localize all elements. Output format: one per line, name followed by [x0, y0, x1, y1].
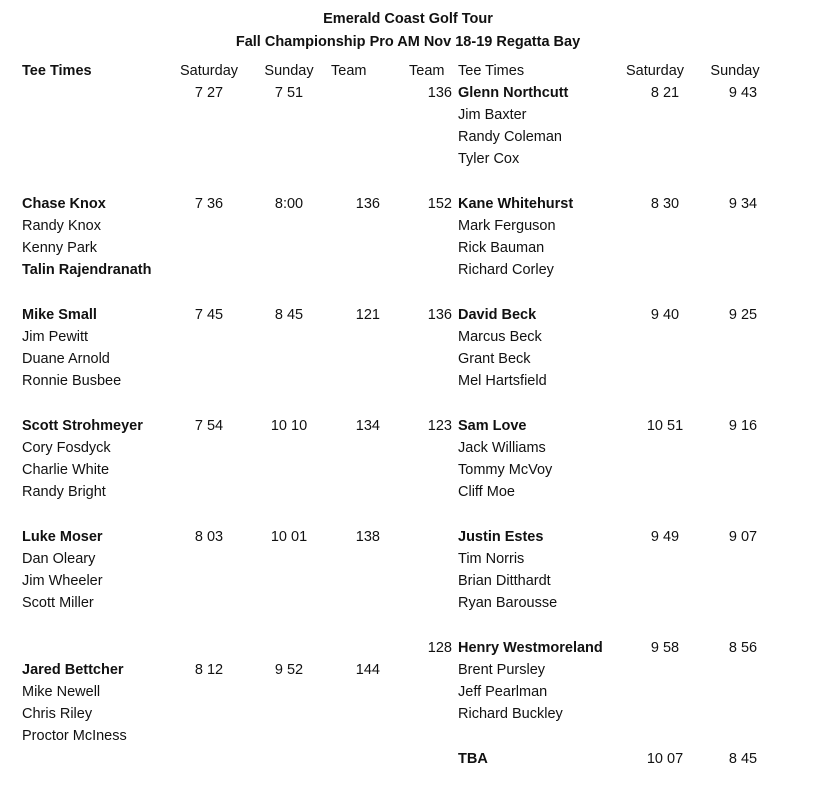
- group-leader-name: Sam Love: [458, 418, 527, 434]
- event-subtitle: Fall Championship Pro AM Nov 18-19 Regatta Bay: [235, 34, 581, 50]
- sunday-tee-time: 8:00: [274, 196, 304, 212]
- saturday-tee-time: 7 45: [194, 307, 224, 323]
- player-name: Rick Bauman: [458, 240, 545, 256]
- player-name: Kenny Park: [22, 240, 97, 256]
- sunday-tee-time: 9 52: [274, 662, 304, 678]
- saturday-tee-time: 9 58: [650, 640, 680, 656]
- sunday-tee-time: 10 01: [270, 529, 308, 545]
- group-leader-name: Henry Westmoreland: [458, 640, 603, 656]
- player-name: Scott Miller: [22, 595, 94, 611]
- group-leader-name: Scott Strohmeyer: [22, 418, 143, 434]
- saturday-tee-time: 8 30: [650, 196, 680, 212]
- player-name: Mark Ferguson: [458, 218, 556, 234]
- sunday-tee-time: 10 10: [270, 418, 308, 434]
- left-top-saturday-time: 7 27: [194, 85, 224, 101]
- team-number: 144: [355, 662, 380, 678]
- player-name: Chris Riley: [22, 706, 93, 722]
- team-number: 138: [355, 529, 380, 545]
- player-name: Jim Wheeler: [22, 573, 103, 589]
- team-number: 136: [427, 307, 452, 323]
- team-number: 152: [427, 196, 452, 212]
- team-number: 121: [355, 307, 380, 323]
- player-name: Ronnie Busbee: [22, 373, 122, 389]
- left-header-team: Team: [331, 63, 367, 79]
- team-number: 128: [427, 640, 452, 656]
- group-leader-name: TBA: [458, 751, 488, 767]
- group-leader-name: Jared Bettcher: [22, 662, 124, 678]
- team-number: 136: [427, 85, 452, 101]
- player-name: Randy Coleman: [458, 129, 562, 145]
- sunday-tee-time: 9 07: [728, 529, 758, 545]
- player-name: Charlie White: [22, 462, 110, 478]
- saturday-tee-time: 7 54: [194, 418, 224, 434]
- sunday-tee-time: 8 45: [274, 307, 304, 323]
- player-name: Tyler Cox: [458, 151, 520, 167]
- saturday-tee-time: 10 51: [646, 418, 684, 434]
- tour-title: Emerald Coast Golf Tour: [323, 11, 493, 27]
- player-name: Duane Arnold: [22, 351, 110, 367]
- player-name: Marcus Beck: [458, 329, 542, 345]
- left-top-sunday-time: 7 51: [274, 85, 304, 101]
- team-number: 123: [427, 418, 452, 434]
- sunday-tee-time: 9 25: [728, 307, 758, 323]
- player-name: Talin Rajendranath: [22, 262, 152, 278]
- group-leader-name: Justin Estes: [458, 529, 544, 545]
- player-name: Dan Oleary: [22, 551, 96, 567]
- player-name: Proctor McIness: [22, 728, 127, 744]
- right-header-tee-times: Tee Times: [458, 63, 525, 79]
- left-header-tee-times: Tee Times: [22, 63, 92, 79]
- sunday-tee-time: 9 43: [728, 85, 758, 101]
- right-header-team: Team: [409, 63, 445, 79]
- player-name: Grant Beck: [458, 351, 531, 367]
- group-leader-name: Luke Moser: [22, 529, 103, 545]
- right-header-saturday: Saturday: [625, 63, 685, 79]
- saturday-tee-time: 8 03: [194, 529, 224, 545]
- left-header-sunday: Sunday: [264, 63, 314, 79]
- left-header-saturday: Saturday: [179, 63, 239, 79]
- saturday-tee-time: 8 12: [194, 662, 224, 678]
- right-header-sunday: Sunday: [710, 63, 760, 79]
- group-leader-name: Glenn Northcutt: [458, 85, 569, 101]
- group-leader-name: Mike Small: [22, 307, 97, 323]
- player-name: Richard Buckley: [458, 706, 563, 722]
- player-name: Jeff Pearlman: [458, 684, 548, 700]
- saturday-tee-time: 10 07: [646, 751, 684, 767]
- player-name: Jim Pewitt: [22, 329, 89, 345]
- team-number: 136: [355, 196, 380, 212]
- saturday-tee-time: 9 49: [650, 529, 680, 545]
- player-name: Mike Newell: [22, 684, 101, 700]
- player-name: Jim Baxter: [458, 107, 527, 123]
- player-name: Randy Knox: [22, 218, 101, 234]
- sunday-tee-time: 8 56: [728, 640, 758, 656]
- player-name: Brian Ditthardt: [458, 573, 551, 589]
- player-name: Randy Bright: [22, 484, 106, 500]
- team-number: 134: [355, 418, 380, 434]
- player-name: Cory Fosdyck: [22, 440, 111, 456]
- player-name: Brent Pursley: [458, 662, 546, 678]
- player-name: Jack Williams: [458, 440, 546, 456]
- sunday-tee-time: 9 16: [728, 418, 758, 434]
- player-name: Tommy McVoy: [458, 462, 553, 478]
- saturday-tee-time: 9 40: [650, 307, 680, 323]
- group-leader-name: Kane Whitehurst: [458, 196, 574, 212]
- player-name: Richard Corley: [458, 262, 554, 278]
- saturday-tee-time: 7 36: [194, 196, 224, 212]
- player-name: Mel Hartsfield: [458, 373, 547, 389]
- player-name: Tim Norris: [458, 551, 525, 567]
- player-name: Ryan Barousse: [458, 595, 558, 611]
- player-name: Cliff Moe: [458, 484, 515, 500]
- group-leader-name: David Beck: [458, 307, 537, 323]
- sunday-tee-time: 9 34: [728, 196, 758, 212]
- sunday-tee-time: 8 45: [728, 751, 758, 767]
- group-leader-name: Chase Knox: [22, 196, 106, 212]
- saturday-tee-time: 8 21: [650, 85, 680, 101]
